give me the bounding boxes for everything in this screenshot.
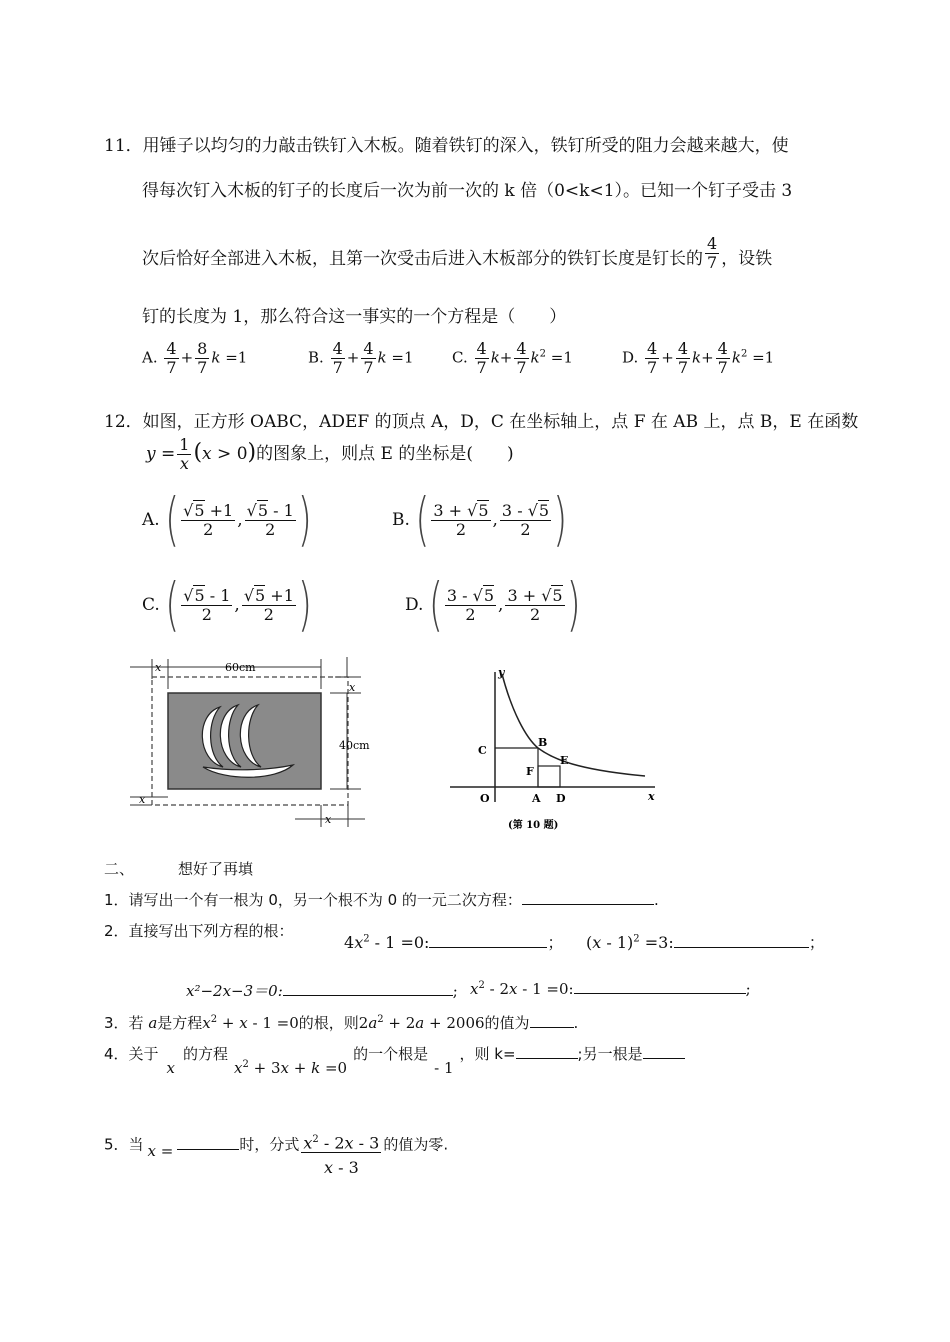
s2-q4: 4．关于x的方程$x^2 + 3x + k =0$的一个根是- 1，则 k= ;另一根是 [104,1043,685,1064]
dim-height-label: 40cm [339,739,370,752]
s2-q5-part: 时，分式 [239,1135,300,1154]
dim-x-left: x [139,793,146,806]
point-C-label: C [478,744,487,757]
separator: ； [808,933,825,952]
section2-heading [104,858,253,879]
separator: ; [745,980,751,998]
x-axis-label: x [648,790,655,803]
s2-q2-eq2: (x - 1)$^2$ =3: ； [586,933,825,952]
q11-option-b: B. $\frac{4}{7}$ + $\frac{4}{7}$ k =1 [308,339,414,377]
option-label: D. [405,595,424,615]
s2-q4-blank-root[interactable] [643,1058,685,1059]
hyperbola-curve [502,674,645,776]
s2-q3-part: 的根，则 [298,1014,359,1032]
option-label: B. [392,510,410,530]
eq3-text: x²−2x−3＝0: [186,982,283,1000]
point-A-label: A [532,792,541,805]
q11-frac-numerator: 4 [707,234,718,253]
dim-x-top: x [155,661,162,674]
point-E-label: E [560,754,569,767]
q11-line3-tail: ，设铁 [721,249,773,269]
y-axis-label: y [498,666,505,679]
s2-q2-eq1: $4x^2 - 1 =0$: ； [344,933,564,952]
q12-option-b: B. ( $\frac{3 + √5}{2}$ , $\frac{3 - √5}{2}$ ) [392,487,568,554]
q11-option-a: A. $\frac{4}{7}$ + $\frac{8}{7}$ k =1 [142,339,248,377]
s2-q4-part: 的方程 [183,1045,229,1063]
s2-q3-blank[interactable] [530,1027,574,1028]
option-label: B. [308,348,324,367]
q11-line3-text: 次后恰好全部进入木板，且第一次受击后进入木板部分的铁钉长度是钉长的 [142,249,703,269]
colon: : [668,933,674,952]
s2-q2-eq4: $x^2 - 2x - 1 =0$: ; [470,980,751,998]
point-O-label: O [480,792,490,805]
colon: : [568,980,574,998]
point-D-label: D [556,792,566,805]
separator: ; [452,982,458,1000]
option-label: C. [142,595,160,615]
framed-picture-figure [125,655,370,835]
q12-function: y = $\frac{1}{x}$ (x > 0)的图象上，则点 E 的坐标是( ) [146,435,514,473]
section2-number: 二、 [104,860,135,878]
option-label: A. [142,348,158,367]
dim-x-right: x [349,681,356,694]
point-F-label: F [526,765,534,778]
point-B-label: B [538,736,548,749]
s2-q1-text: 1．请写出一个有一根为 0，另一个根不为 0 的一元二次方程： [104,891,522,909]
s2-q5-part: 的值为零. [383,1135,449,1154]
option-label: A. [142,510,160,530]
s2-q2-eq3 [186,980,458,1001]
s2-q3-end: . [573,1014,579,1032]
s2-q1-end: . [653,891,659,909]
figure-caption: (第 10 题) [508,820,559,831]
q11-line2: 得每次钉入木板的钉子的长度后一次为前一次的 k 倍（0<k<1）。已知一个钉子受击 3 [142,181,793,201]
s2-q3-part: 3．若 [104,1014,144,1032]
q11-line3 [142,234,773,272]
s2-q4-part: ;另一根是 [577,1045,643,1063]
s2-q3-part: 的值为 [484,1014,530,1032]
option-label: D. [622,348,639,367]
q11-line4: 钉的长度为 1，那么符合这一事实的一个方程是（ ） [142,307,567,327]
q12-option-d: D. ( $\frac{3 - √5}{2}$ , $\frac{3 + √5}{2}$ ) [405,572,581,639]
dim-x-bottom: x [325,813,332,826]
q11-option-c: C. $\frac{4}{7}$ k+ $\frac{4}{7}$ $k^2 =1$ [452,339,573,377]
q11-option-d: D. $\frac{4}{7}$ + $\frac{4}{7}$ k+ $\frac{4}{7}$ $k^2 =1$ [622,339,775,377]
s2-q5-part: 5．当 [104,1135,144,1154]
s2-q2-blank3[interactable] [283,995,453,996]
s2-q2-blank2[interactable] [674,947,809,948]
s2-q5: 5．当 x = 时，分式 $\frac{x^2 - 2x - 3}{x - 3}$ 的值为零. [104,1113,448,1177]
s2-q1 [104,889,659,910]
hyperbola-figure [440,662,670,837]
colon: : [424,933,430,952]
option-label: C. [452,348,468,367]
separator: ； [547,933,564,952]
s2-q4-part: 的一个根是 [353,1045,429,1063]
s2-q1-blank[interactable] [522,904,654,905]
s2-q2-blank1[interactable] [429,947,547,948]
square-ADEF [538,766,560,787]
q11-frac-denominator: 7 [707,253,718,272]
s2-q2-blank4[interactable] [574,993,746,994]
q11-fraction [705,235,719,272]
s2-q4-part: 4．关于 [104,1045,159,1063]
q12-option-c: C. ( $\frac{√5 - 1}{2}$ , $\frac{√5 +1}{2}$ ) [142,572,312,639]
q11-line1: 11．用锤子以均匀的力敲击铁钉入木板。随着铁钉的深入，铁钉所受的阻力会越来越大，使 [104,136,789,156]
section2-title: 想好了再填 [178,860,254,878]
q12-option-a: A. ( $\frac{√5 +1}{2}$ , $\frac{√5 - 1}{2}$ ) [142,487,312,554]
s2-q4-part: ，则 k= [459,1045,516,1063]
s2-q3-part: 是方程 [157,1014,203,1032]
q12-function-tail: 的图象上，则点 E 的坐标是( ) [256,444,514,464]
s2-q5-blank[interactable] [177,1149,239,1150]
s2-q3: 3．若 a是方程$x^2 + x - 1 =0$的根，则$2a^2 + 2a + 2006$的值为 . [104,1014,579,1032]
q12-line1: 12．如图，正方形 OABC，ADEF 的顶点 A，D，C 在坐标轴上，点 F 在 AB 上，点 B，E 在函数 [104,412,859,432]
dim-width-label: 60cm [225,661,256,674]
s2-q2-text: 2．直接写出下列方程的根： [104,922,294,940]
s2-q4-blank-k[interactable] [516,1058,578,1059]
